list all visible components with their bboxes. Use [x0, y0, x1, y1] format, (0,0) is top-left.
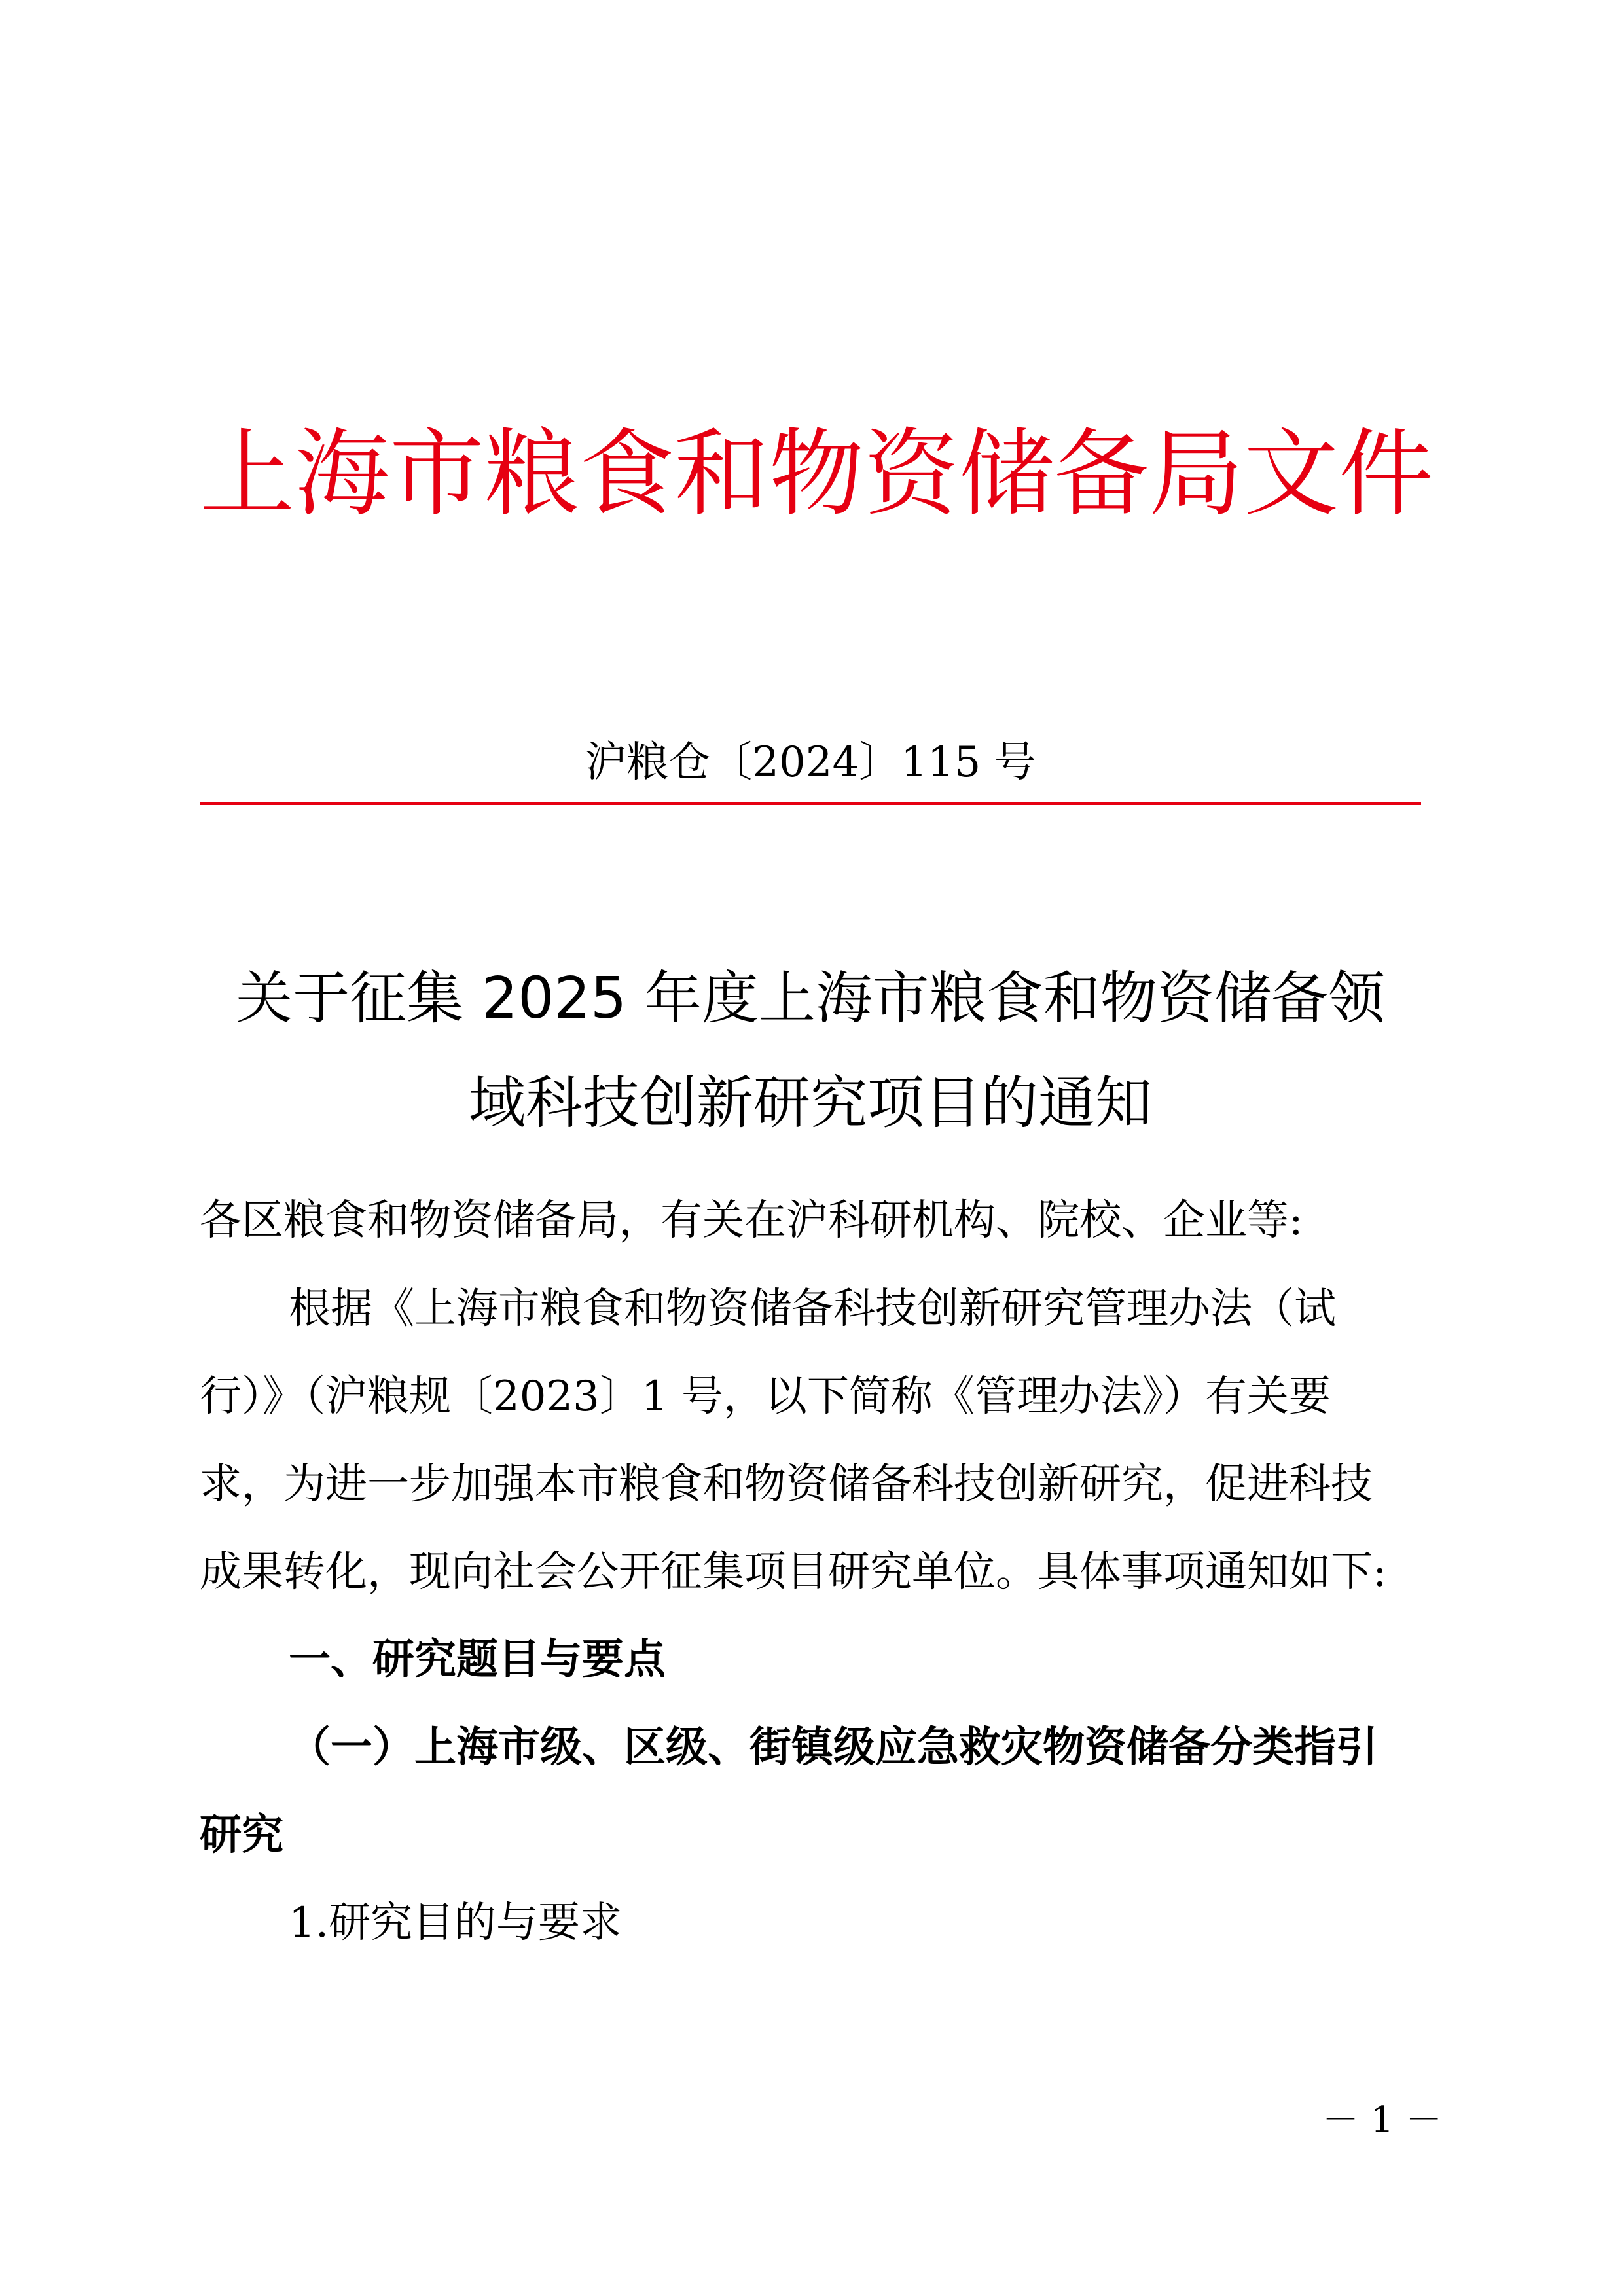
notice-title-line-1: 关于征集 2025 年度上海市粮食和物资储备领 — [236, 965, 1385, 1031]
addressee-line: 各区粮食和物资储备局，有关在沪科研机构、院校、企业等: — [200, 1196, 1303, 1245]
body-paragraph-line-2: 行）》（沪粮规〔2023〕1 号，以下简称《管理办法》）有关要 — [200, 1372, 1331, 1421]
item-heading-1: 1.研究目的与要求 — [289, 1899, 623, 1947]
subsection-heading-1-line-1: （一）上海市级、区级、街镇级应急救灾物资储备分类指引 — [289, 1723, 1378, 1772]
subsection-heading-1-line-2: 研究 — [200, 1811, 283, 1859]
document-number: 沪粮仓〔2024〕115 号 — [585, 738, 1036, 787]
section-heading-1: 一、研究题目与要点 — [289, 1636, 666, 1684]
notice-title-line-2: 域科技创新研究项目的通知 — [469, 1069, 1152, 1136]
red-divider-line — [200, 802, 1421, 805]
body-paragraph-line-3: 求，为进一步加强本市粮食和物资储备科技创新研究，促进科技 — [200, 1460, 1373, 1509]
body-paragraph-line-1: 根据《上海市粮食和物资储备科技创新研究管理办法（试 — [289, 1285, 1336, 1333]
body-paragraph-line-4: 成果转化，现向社会公开征集项目研究单位。具体事项通知如下: — [200, 1548, 1387, 1596]
page-number: － 1 － — [1322, 2099, 1443, 2142]
issuer-title: 上海市粮食和物资储备局文件 — [200, 419, 1434, 529]
